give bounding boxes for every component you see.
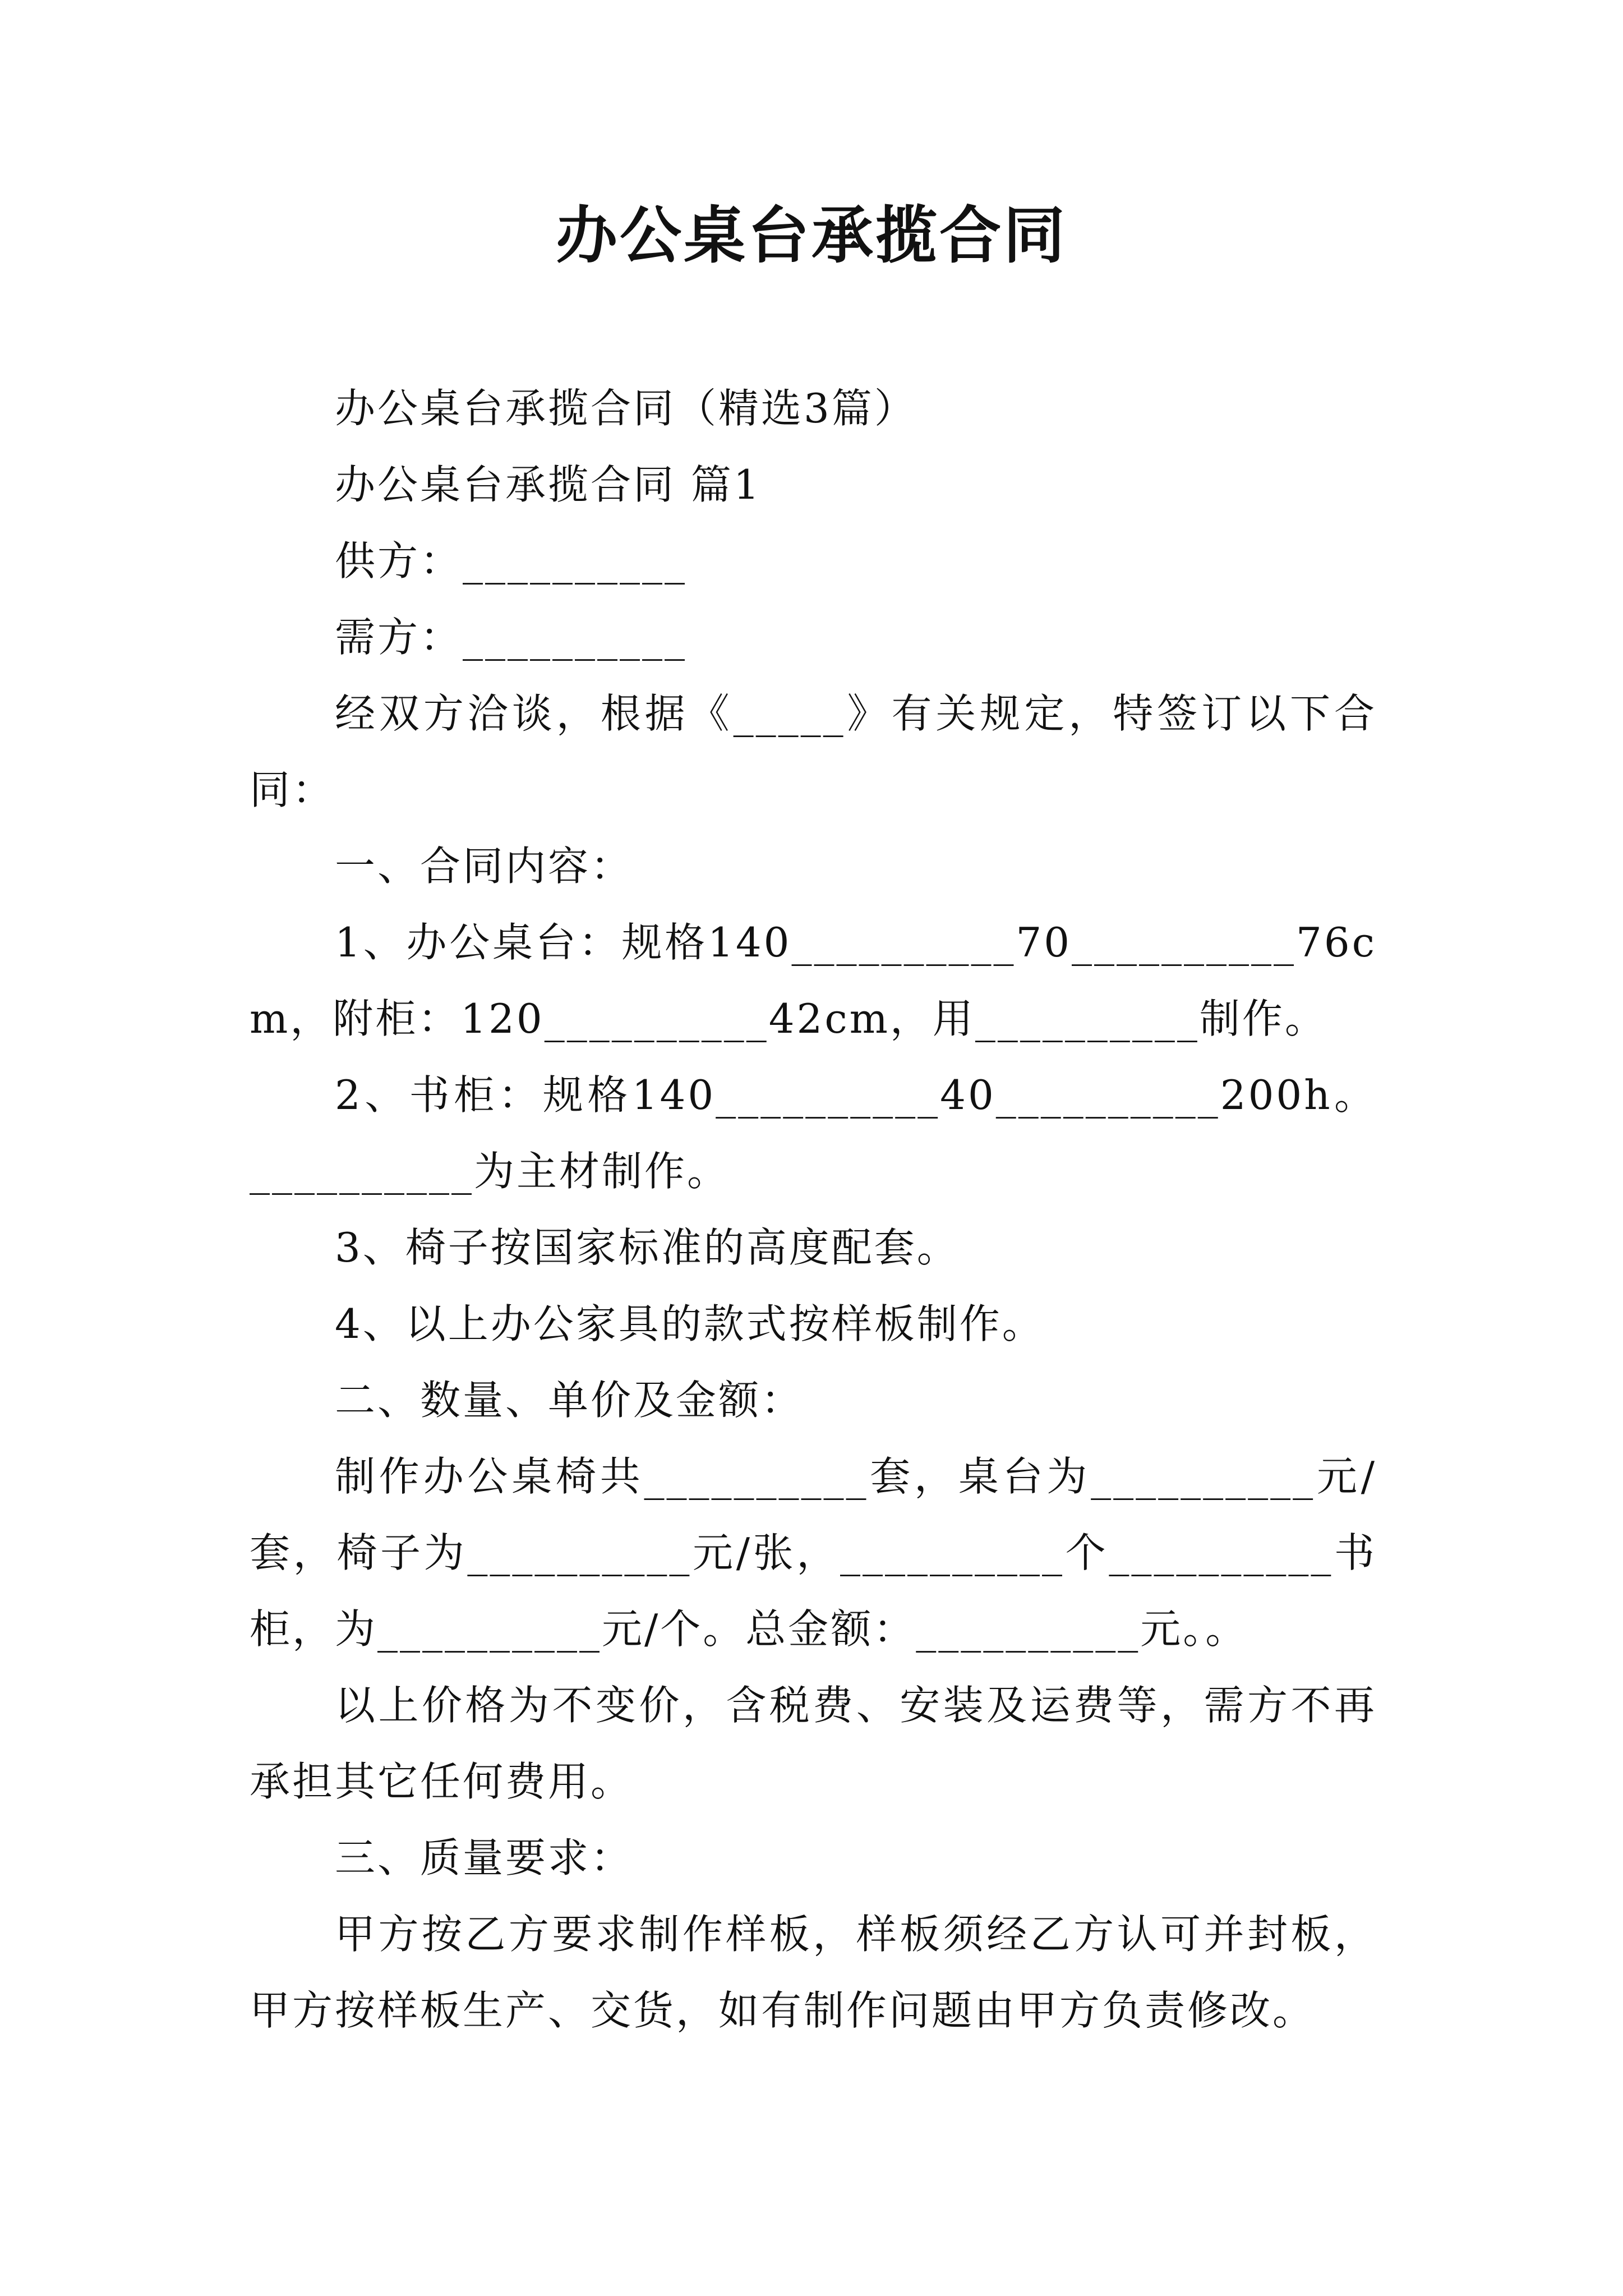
paragraph-preamble: 经双方洽谈，根据《_____》有关规定，特签订以下合同： xyxy=(250,690,1377,813)
paragraph-heading-contents: 一、合同内容： xyxy=(335,843,634,890)
paragraph-quality-details: 甲方按乙方要求制作样板，样板须经乙方认可并封板，甲方按样板生产、交货，如有制作问题由甲方负责修改。 xyxy=(250,1911,1377,2034)
paragraph-heading-quality: 三、质量要求： xyxy=(335,1834,634,1881)
paragraph-price-terms: 以上价格为不变价，含税费、安装及运费等，需方不再承担其它任何费用。 xyxy=(250,1682,1377,1805)
paragraph-quantity-details: 制作办公桌椅共__________套，桌台为__________元/套，椅子为__________元/张，__________个__________书柜，为__________元/个。总金额：__________元。。 xyxy=(250,1453,1377,1653)
paragraph-section-heading: 办公桌台承揽合同 篇1 xyxy=(335,461,762,508)
paragraph-supplier: 供方：__________ xyxy=(335,537,688,585)
paragraph-item-1: 1、办公桌台：规格140__________70__________76cm，附柜：120__________42cm，用__________制作。 xyxy=(250,919,1377,1042)
paragraph-buyer: 需方：__________ xyxy=(335,614,688,661)
document-body xyxy=(250,370,1377,2049)
paragraph-subtitle: 办公桌台承揽合同（精选3篇） xyxy=(335,385,917,432)
paragraph-heading-quantity: 二、数量、单价及金额： xyxy=(335,1377,804,1424)
paragraph-item-4: 4、以上办公家具的款式按样板制作。 xyxy=(335,1300,1045,1347)
document-title: 办公桌台承揽合同 xyxy=(556,199,1067,272)
paragraph-item-2: 2、书柜：规格140__________40__________200h。__________为主材制作。 xyxy=(250,1071,1377,1195)
paragraph-item-3: 3、椅子按国家标准的高度配套。 xyxy=(335,1224,960,1271)
